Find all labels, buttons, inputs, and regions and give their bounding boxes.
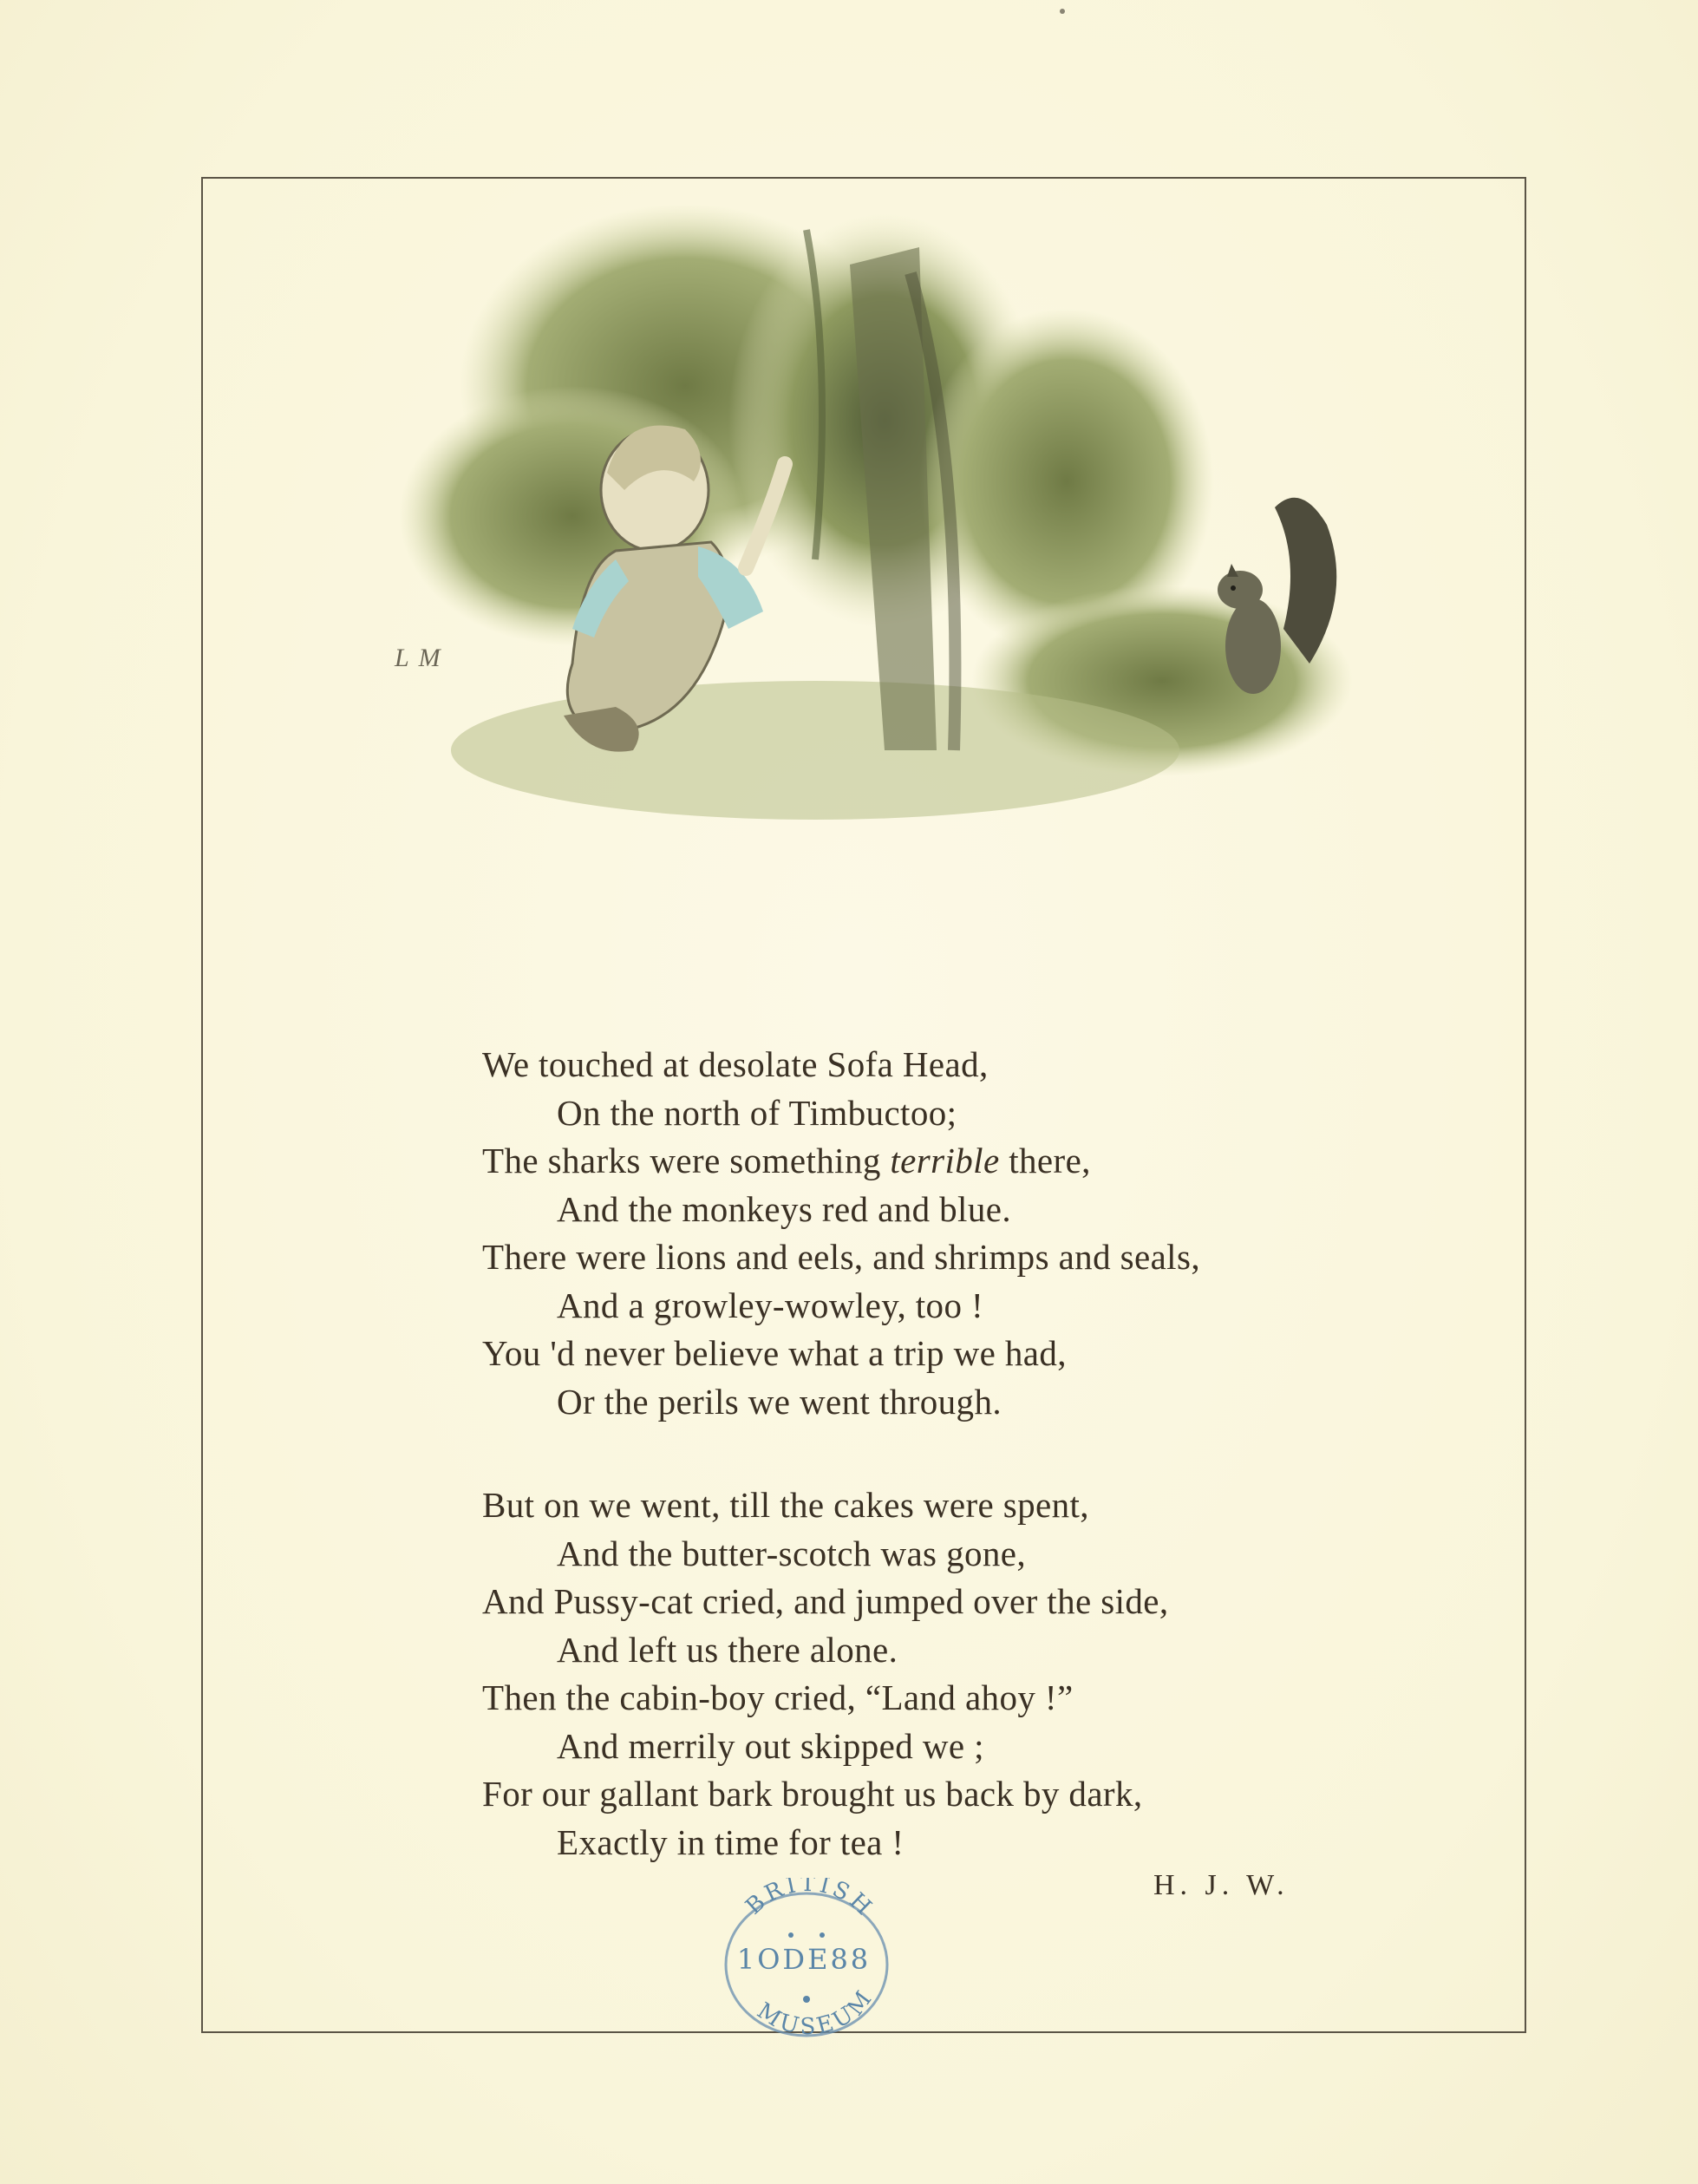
- poem-line: And the butter-scotch was gone,: [557, 1533, 1027, 1573]
- poem-line-text: The sharks were something: [482, 1141, 891, 1180]
- poem-line: There were lions and eels, and shrimps and seals,: [482, 1237, 1200, 1277]
- poem-line: You 'd never believe what a trip we had,: [482, 1333, 1067, 1373]
- poem-line: Or the perils we went through.: [557, 1381, 1002, 1422]
- illustration-child-and-squirrel: [399, 195, 1370, 837]
- poem-line: Then the cabin-boy cried, “Land ahoy !”: [482, 1677, 1074, 1717]
- foliage: [399, 204, 1353, 820]
- poem-line: And a growley-wowley, too !: [557, 1285, 984, 1325]
- author-initials: H. J. W.: [1153, 1869, 1290, 1901]
- stamp-middle-text: 1ODE88: [736, 1943, 872, 1976]
- poem-line: We touched at desolate Sofa Head,: [482, 1044, 989, 1084]
- stamp-top-text: BRITISH: [741, 1878, 879, 1923]
- poem-line-text: there,: [999, 1141, 1091, 1180]
- poem-line: And the monkeys red and blue.: [557, 1188, 1011, 1229]
- illustrator-monogram: L M: [395, 644, 442, 672]
- poem-line: Exactly in time for tea !: [557, 1821, 905, 1862]
- emphasis-terrible: terrible: [890, 1141, 1000, 1180]
- poem-line: On the north of Timbuctoo;: [557, 1092, 957, 1133]
- stanza-2: [482, 1481, 1393, 1867]
- paper-speck: [1060, 9, 1065, 14]
- poem-line: But on we went, till the cakes were spent,: [482, 1485, 1089, 1525]
- poem-line: And merrily out skipped we ;: [557, 1725, 984, 1766]
- british-museum-stamp: [713, 1878, 904, 2043]
- poem-line: And left us there alone.: [557, 1629, 898, 1670]
- poem-line: For our gallant bark brought us back by dark,: [482, 1774, 1143, 1814]
- poem: [482, 1041, 1393, 1922]
- poem-line: [482, 1137, 1393, 1186]
- stanza-1: [482, 1041, 1393, 1426]
- stamp-bottom-text: MUSEUM: [752, 1984, 879, 2041]
- poem-line: And Pussy-cat cried, and jumped over the side,: [482, 1581, 1169, 1621]
